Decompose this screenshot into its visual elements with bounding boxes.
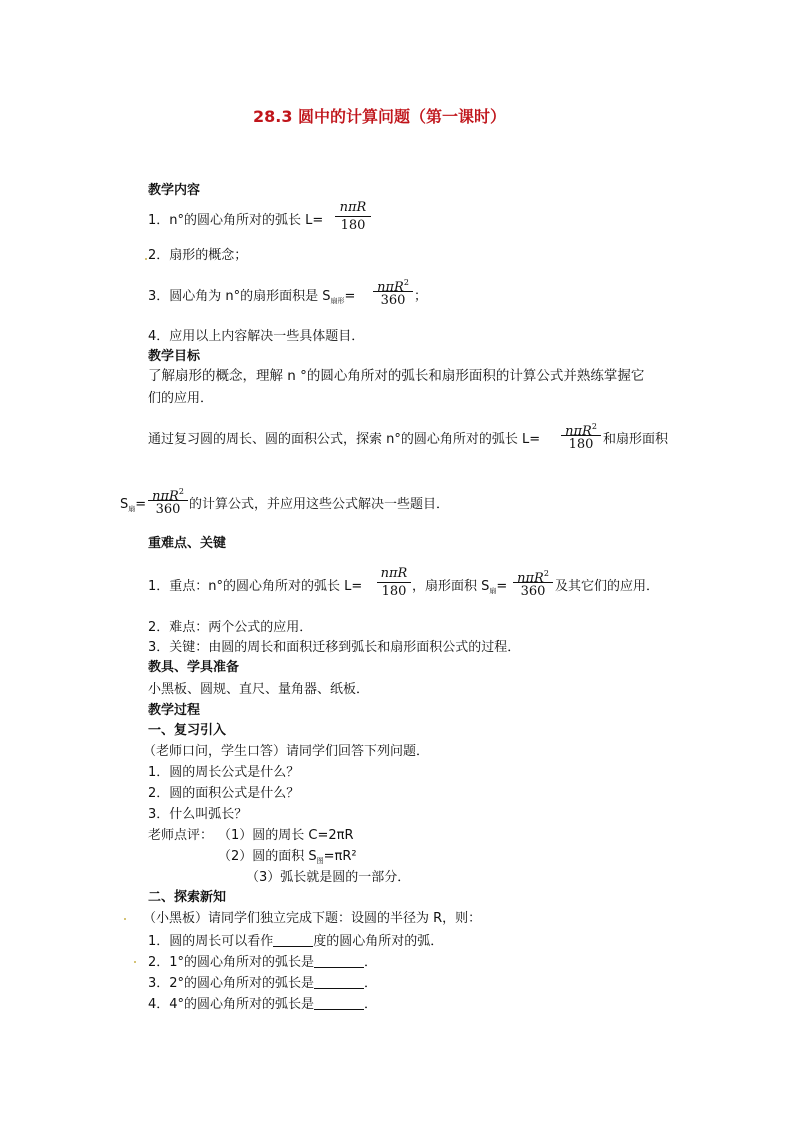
fraction-numerator	[513, 566, 553, 586]
comment-2	[218, 850, 357, 865]
section-heading-tools: 教具、学具准备	[148, 660, 240, 675]
exercise-1	[148, 934, 443, 948]
content-item-1-text: 1．n°的圆心角所对的弧长 L=	[148, 213, 324, 228]
exercise-4-end: ．	[364, 997, 378, 1012]
part1-intro: （老师口问，学生口答）请同学们回答下列问题．	[143, 744, 430, 759]
answer-blank[interactable]	[273, 934, 313, 947]
subscript: 扇	[128, 505, 136, 513]
goals-line-4	[120, 498, 146, 513]
keys-item-2: 2．难点：两个公式的应用．	[148, 620, 313, 635]
equals-sign: =	[135, 497, 147, 512]
fraction-numerator	[373, 275, 413, 295]
section-heading-goals: 教学目标	[148, 349, 201, 364]
goals-line-4-end: 的计算公式，并应用这些公式解决一些题目．	[189, 497, 450, 512]
answer-blank[interactable]	[314, 976, 364, 989]
numerator-text: nπR	[152, 489, 179, 504]
superscript: 2	[591, 422, 597, 431]
comment-1: （1）圆的周长 C=2πR	[218, 828, 354, 843]
margin-dot	[124, 918, 126, 920]
fraction-denominator: 180	[340, 218, 366, 233]
superscript: 2	[178, 487, 184, 496]
subscript: 图	[316, 857, 324, 865]
subscript: 扇形	[330, 297, 345, 305]
fraction-denominator: 360	[155, 502, 181, 517]
comment-3: （3）弧长就是圆的一部分．	[246, 870, 411, 885]
numerator-text: nπR	[377, 280, 404, 295]
equals-sign: =	[344, 289, 356, 304]
exercise-2	[148, 955, 377, 969]
section-heading-keys: 重难点、关键	[148, 536, 227, 551]
fraction-numerator	[148, 484, 188, 504]
keys-item-1-end: 及其它们的应用．	[555, 579, 660, 594]
content-item-4: 4．应用以上内容解决一些具体题目．	[148, 329, 365, 344]
comment-2-text: （2）圆的面积 S	[218, 849, 317, 864]
margin-dot	[134, 961, 136, 963]
comment-label: 老师点评：	[148, 828, 214, 843]
arc-length-fraction-3	[377, 566, 411, 599]
fraction-denominator: 360	[380, 293, 406, 308]
question-2: 2．圆的面积公式是什么？	[148, 786, 300, 801]
section-heading-content: 教学内容	[148, 183, 201, 198]
exercise-1-end: 度的圆心角所对的弧．	[313, 934, 444, 949]
superscript: 2	[403, 278, 409, 287]
arc-length-fraction-2	[561, 419, 601, 452]
superscript: 2	[543, 569, 549, 578]
fraction-numerator: nπR	[339, 200, 367, 215]
subscript: 扇	[489, 587, 497, 595]
arc-length-fraction	[335, 200, 371, 233]
fraction-numerator: nπR	[380, 566, 408, 581]
tools-text: 小黑板、圆规、直尺、量角器、纸板．	[148, 682, 370, 697]
goals-line-2: 们的应用．	[148, 391, 214, 406]
sector-area-fraction-2	[148, 484, 188, 517]
part1-heading: 一、复习引入	[148, 723, 227, 738]
content-item-3	[148, 290, 355, 305]
page-title: 28.3 圆中的计算问题（第一课时）	[253, 107, 507, 126]
question-1: 1．圆的周长公式是什么？	[148, 765, 300, 780]
exercise-3-end: ．	[364, 976, 378, 991]
goals-line-3-end: 和扇形面积	[603, 432, 669, 447]
fraction-numerator	[561, 419, 601, 439]
sector-area-fraction	[373, 275, 413, 308]
answer-blank[interactable]	[314, 997, 364, 1010]
goals-line-3: 通过复习圆的周长、圆的面积公式，探索 n°的圆心角所对的弧长 L=	[148, 432, 541, 447]
content-item-1	[148, 214, 323, 227]
exercise-2-text: 2．1°的圆心角所对的弧长是	[148, 955, 315, 970]
keys-item-1-mid	[412, 580, 507, 595]
numerator-text: nπR	[565, 424, 592, 439]
fraction-denominator: 180	[381, 584, 407, 599]
content-item-2: 2．扇形的概念；	[148, 248, 248, 263]
sector-area-fraction-3	[513, 566, 553, 599]
mid-text: ，扇形面积 S	[412, 579, 490, 594]
content-item-3-end: ；	[414, 289, 428, 304]
comment-2-formula: =πR²	[323, 849, 357, 864]
section-heading-process: 教学过程	[148, 703, 201, 718]
keys-item-1: 1．重点：n°的圆心角所对的弧长 L=	[148, 579, 363, 594]
part2-intro: （小黑板）请同学们独立完成下题：设圆的半径为 R，则：	[143, 911, 482, 926]
goals-line-1: 了解扇形的概念，理解 n °的圆心角所对的弧长和扇形面积的计算公式并熟练掌握它	[148, 368, 645, 384]
answer-blank[interactable]	[314, 955, 364, 968]
sector-symbol: S	[120, 497, 129, 512]
keys-item-3: 3．关键：由圆的周长和面积迁移到弧长和扇形面积公式的过程．	[148, 640, 521, 655]
question-3: 3．什么叫弧长？	[148, 807, 248, 822]
margin-dot	[145, 258, 147, 260]
content-item-3-text: 3．圆心角为 n°的扇形面积是 S	[148, 289, 331, 304]
numerator-text: nπR	[517, 571, 544, 586]
equals-sign: =	[496, 579, 508, 594]
part2-heading: 二、探索新知	[148, 890, 227, 905]
fraction-denominator: 360	[520, 584, 546, 599]
fraction-denominator: 180	[568, 437, 594, 452]
exercise-3	[148, 976, 377, 990]
exercise-3-text: 3．2°的圆心角所对的弧长是	[148, 976, 315, 991]
exercise-4-text: 4．4°的圆心角所对的弧长是	[148, 997, 315, 1012]
exercise-1-text: 1．圆的周长可以看作	[148, 934, 274, 949]
exercise-2-end: ．	[364, 955, 378, 970]
exercise-4	[148, 997, 377, 1011]
